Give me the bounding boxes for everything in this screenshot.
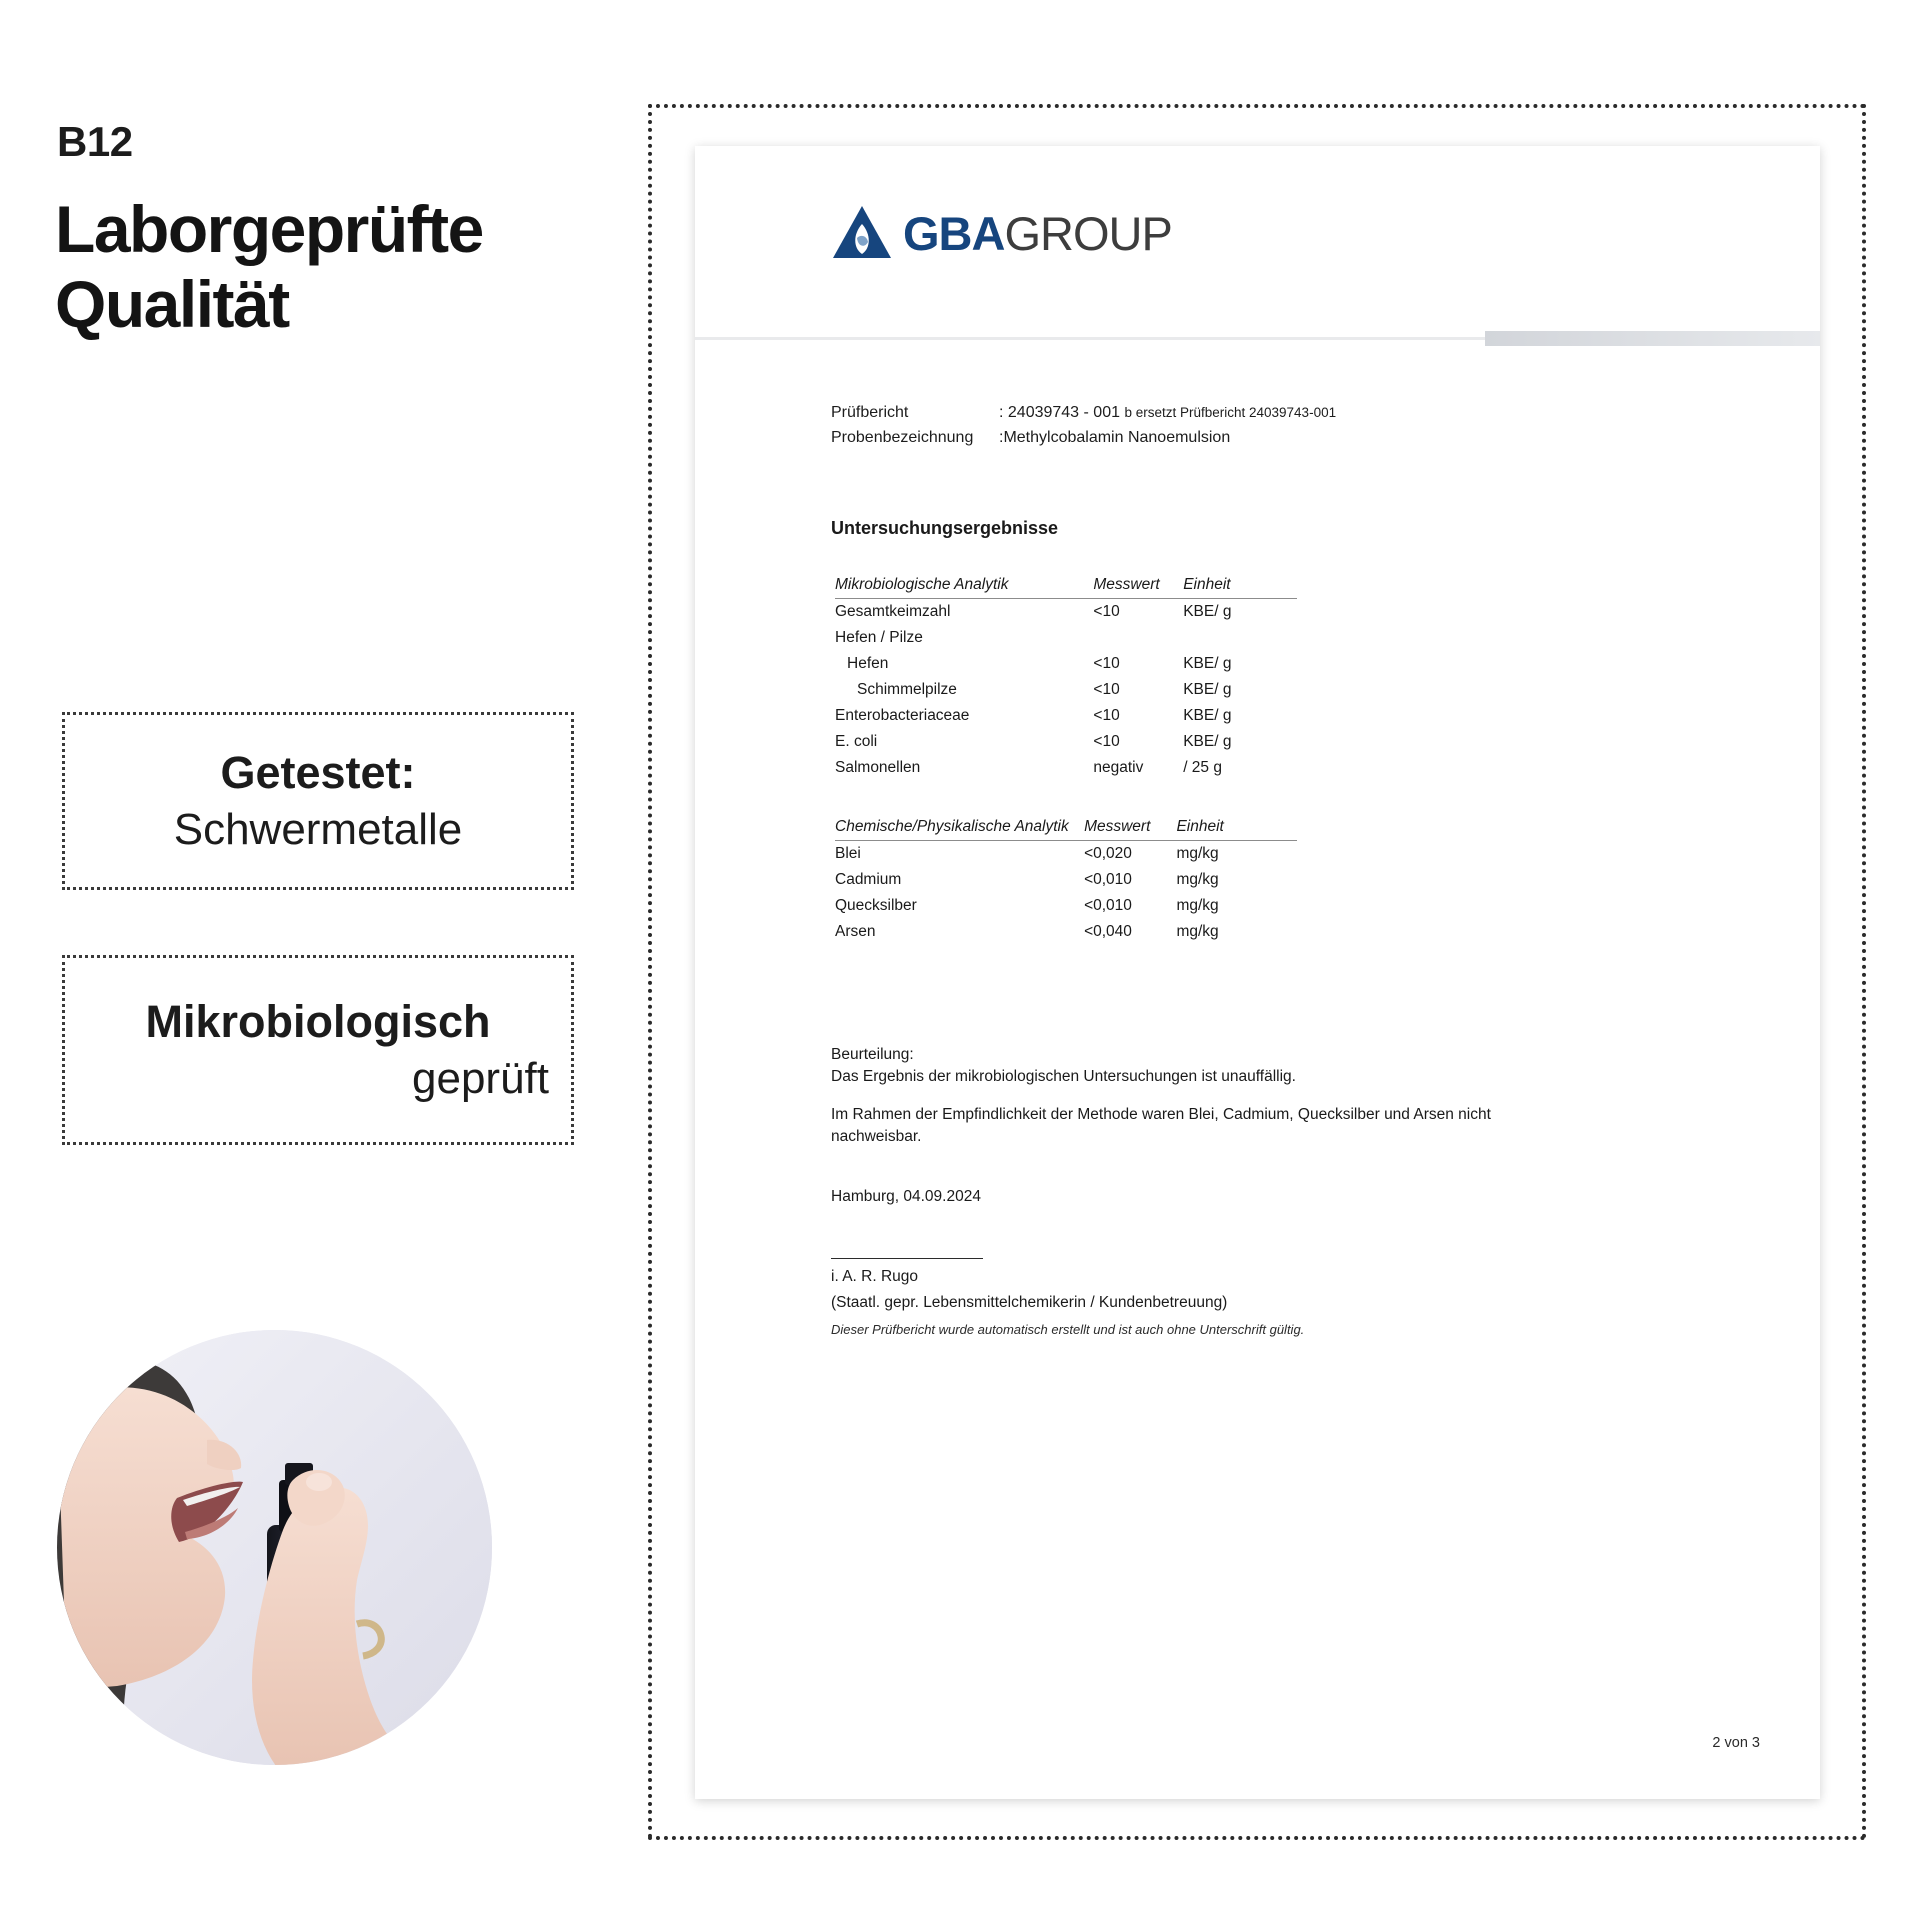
assessment-line-2: Im Rahmen der Empfindlichkeit der Methode waren Blei, Cadmium, Quecksilber und Arsen nicht nachweisbar. (831, 1106, 1491, 1145)
cell-analyte: Cadmium (835, 871, 902, 888)
badge-microbiological (62, 955, 574, 1145)
column-header-value: Messwert (1093, 576, 1183, 599)
table-row (835, 625, 1297, 651)
report-meta (831, 404, 1336, 454)
assessment-block (831, 1044, 1531, 1164)
product-photo-illustration (57, 1330, 492, 1765)
logo-suffix: GROUP (1004, 206, 1172, 260)
cell-unit (1183, 625, 1297, 651)
page-title: Laborgeprüfte Qualität (55, 192, 483, 341)
meta-value-note: b ersetzt Prüfbericht 24039743-001 (1124, 405, 1337, 420)
cell-unit: KBE/ g (1183, 603, 1232, 620)
place-and-date: Hamburg, 04.09.2024 (831, 1188, 981, 1205)
results-section-title: Untersuchungsergebnisse (831, 518, 1059, 538)
gba-group-logo (831, 204, 1172, 262)
page-number: 2 von 3 (1712, 1735, 1760, 1751)
meta-row (831, 429, 1336, 447)
cell-value: <10 (1093, 733, 1120, 750)
header-band (695, 331, 1820, 347)
table-row (835, 841, 1297, 868)
lab-report-document (695, 146, 1820, 1799)
cell-analyte: Enterobacteriaceae (835, 707, 970, 724)
cell-analyte: Salmonellen (835, 759, 921, 776)
column-header-value: Messwert (1084, 818, 1176, 841)
cell-value (1093, 625, 1183, 651)
table-row (835, 893, 1297, 919)
meta-value (999, 429, 1230, 447)
assessment-line-1: Das Ergebnis der mikrobiologischen Untersuchungen ist unauffällig. (831, 1068, 1296, 1085)
table-row (835, 599, 1297, 626)
cell-analyte: Quecksilber (835, 897, 917, 914)
left-info-panel (0, 0, 640, 1920)
gba-triangle-icon (831, 204, 893, 262)
cell-value: <0,040 (1084, 923, 1132, 940)
meta-key: Prüfbericht (831, 404, 909, 421)
cell-unit: KBE/ g (1183, 733, 1232, 750)
column-header-analyte: Mikrobiologische Analytik (835, 576, 1093, 599)
cell-value: <0,020 (1084, 845, 1132, 862)
badge-tested-subtitle: Schwermetalle (173, 804, 463, 854)
table-header-row (835, 818, 1297, 841)
table-row (835, 755, 1297, 781)
column-header-unit: Einheit (1176, 818, 1297, 841)
cell-unit: / 25 g (1183, 759, 1222, 776)
meta-key: Probenbezeichnung (831, 429, 974, 446)
badge-micro-title: Mikrobiologisch (145, 996, 491, 1048)
meta-value-text: :Methylcobalamin Nanoemulsion (999, 429, 1231, 446)
product-eyebrow: B12 (57, 118, 133, 165)
badge-tested-title: Getestet: (220, 747, 416, 799)
cell-analyte: Hefen (847, 655, 889, 672)
cell-unit: mg/kg (1176, 897, 1219, 914)
assessment-label: Beurteilung: (831, 1046, 914, 1063)
table-header-row (835, 576, 1297, 599)
signature-line (831, 1258, 983, 1259)
cell-value: <0,010 (1084, 871, 1132, 888)
cell-value: negativ (1093, 759, 1144, 776)
badge-tested-heavy-metals (62, 712, 574, 890)
column-header-unit: Einheit (1183, 576, 1297, 599)
cell-analyte: E. coli (835, 733, 878, 750)
badge-micro-subtitle: geprüft (412, 1053, 549, 1103)
cell-analyte: Gesamtkeimzahl (835, 603, 951, 620)
cell-unit: mg/kg (1176, 871, 1219, 888)
table-row (835, 729, 1297, 755)
cell-unit: KBE/ g (1183, 681, 1232, 698)
cell-value: <10 (1093, 707, 1120, 724)
cell-analyte: Schimmelpilze (857, 681, 957, 698)
cell-unit: mg/kg (1176, 845, 1219, 862)
cell-value: <0,010 (1084, 897, 1132, 914)
cell-value: <10 (1093, 681, 1120, 698)
cell-analyte: Hefen / Pilze (835, 629, 923, 646)
cell-value: <10 (1093, 603, 1120, 620)
cell-unit: KBE/ g (1183, 707, 1232, 724)
cell-unit: KBE/ g (1183, 655, 1232, 672)
signature-disclaimer: Dieser Prüfbericht wurde automatisch erstellt und ist auch ohne Unterschrift gültig. (831, 1322, 1305, 1337)
cell-analyte: Arsen (835, 923, 876, 940)
microbiological-results-table (835, 576, 1297, 781)
signatory-name: i. A. R. Rugo (831, 1268, 919, 1285)
logo-wordmark (903, 206, 1172, 260)
table-row (835, 703, 1297, 729)
meta-value-text: : 24039743 - 001 (999, 404, 1120, 421)
table-row (835, 867, 1297, 893)
meta-value (999, 404, 1336, 422)
chemical-results-table (835, 818, 1297, 945)
cell-value: <10 (1093, 655, 1120, 672)
logo-brand: GBA (903, 206, 1005, 260)
signatory-role: (Staatl. gepr. Lebensmittelchemikerin / Kundenbetreuung) (831, 1294, 1228, 1311)
meta-row (831, 404, 1336, 422)
table-row (835, 651, 1297, 677)
product-photo (57, 1330, 492, 1765)
cell-unit: mg/kg (1176, 923, 1219, 940)
table-row (835, 677, 1297, 703)
cell-analyte: Blei (835, 845, 861, 862)
table-row (835, 919, 1297, 945)
column-header-analyte: Chemische/Physikalische Analytik (835, 818, 1084, 841)
